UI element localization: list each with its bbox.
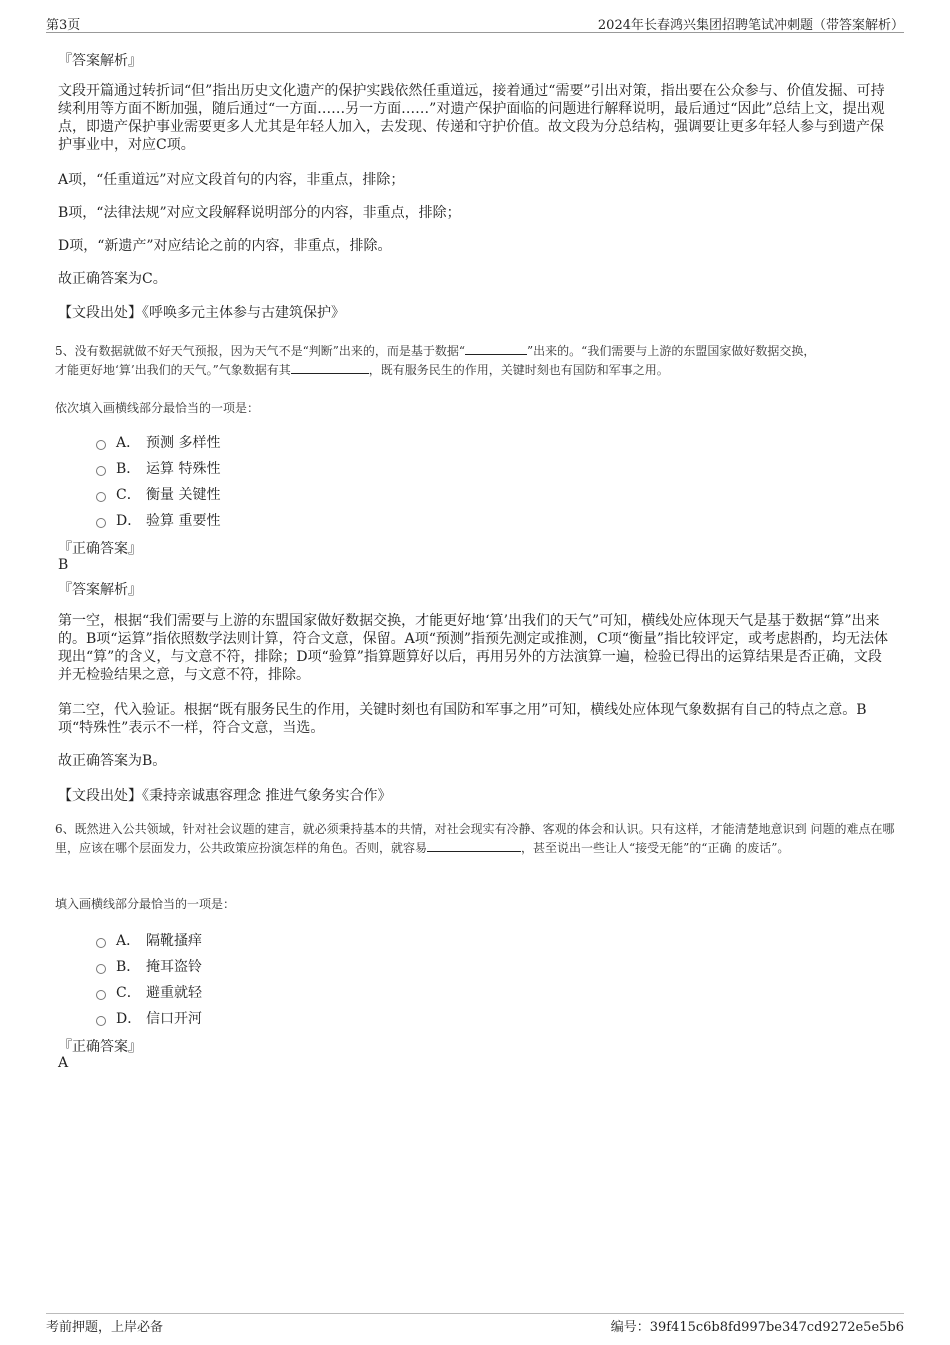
analysis-label: 『答案解析』 [58,53,142,69]
correct-answer: A [58,1055,69,1071]
radio-icon[interactable] [96,938,106,948]
radio-icon[interactable] [96,466,106,476]
radio-icon[interactable] [96,990,106,1000]
analysis-paragraph-1: 第一空，根据“我们需要与上游的东盟国家做好数据交换，才能更好地‘算’出我们的天气”可知，横线处应体现天气是基于数据“算”出来的。B项“运算”指依照数学法则计算，符合文意，保留。A项“预测”指预先测定或推测，C项“衡量”指比较评定，或考虑斟酌，均无法体现出“算”的含义，与文意不符，排除；D项“验算”指算题算好以后，再用另外的方法演算一遍，检验已得出的运算结果是否正确，文段并无检验结果之意，与文意不符，排除。 [58,613,889,683]
passage-source: 【文段出处】《秉持亲诚惠容理念 推进气象务实合作》 [58,788,392,804]
analysis-label: 『答案解析』 [58,582,142,598]
answer-conclusion: 故正确答案为C。 [58,271,167,287]
question-5-prompt: 依次填入画横线部分最恰当的一项是： [55,401,260,415]
correct-answer-label: 『正确答案』 [58,541,142,557]
page-number: 第3页 [46,18,81,33]
correct-answer-label: 『正确答案』 [58,1039,142,1055]
document-title: 2024年长春鸿兴集团招聘笔试冲刺题（带答案解析） [597,18,904,33]
analysis-paragraph-2: 第二空，代入验证。根据“既有服务民生的作用，关键时刻也有国防和军事之用”可知，横线处应体现气象数据有自己的特点之意。B项“特殊性”表示不一样，符合文意，当选。 [58,702,867,736]
q6-option-b[interactable]: B． 掩耳盗铃 [96,956,202,976]
radio-icon[interactable] [96,518,106,528]
q6-option-d[interactable]: D． 信口开河 [96,1008,202,1028]
q5-option-c[interactable]: C． 衡量 关键性 [96,484,220,504]
radio-icon[interactable] [96,492,106,502]
blank-1 [427,839,521,852]
correct-answer: B [58,557,69,573]
q5-option-a[interactable]: A． 预测 多样性 [96,432,220,452]
radio-icon[interactable] [96,1016,106,1026]
radio-icon[interactable] [96,440,106,450]
q5-option-b[interactable]: B． 运算 特殊性 [96,458,220,478]
footer-slogan: 考前押题，上岸必备 [46,1320,164,1335]
q5-option-d[interactable]: D． 验算 重要性 [96,510,220,530]
q6-option-c[interactable]: C． 避重就轻 [96,982,202,1002]
page-header [46,14,904,33]
blank-2 [291,361,369,374]
passage-source: 【文段出处】《呼唤多元主体参与古建筑保护》 [58,305,345,321]
q6-option-a[interactable]: A． 隔靴搔痒 [96,930,202,950]
analysis-option-b: B项，“法律法规”对应文段解释说明部分的内容，非重点，排除； [58,205,461,221]
blank-1 [465,342,527,355]
page-footer [46,1313,904,1334]
question-6-prompt: 填入画横线部分最恰当的一项是： [55,897,236,911]
analysis-option-d: D项，“新遗产”对应结论之前的内容，非重点，排除。 [58,238,392,254]
question-5-text: 5、没有数据就做不好天气预报，因为天气不是“判断”出来的，而是基于数据“ ”出来的。“我们需要与上游的东盟国家做好数据交换， 才能更好地‘算’出我们的天气。”气象数据有其 ，既有服务民生的作用，关键时刻也有国防和军事之用。 [55,344,816,377]
radio-icon[interactable] [96,964,106,974]
question-6-text: 6、既然进入公共领域，针对社会议题的建言，就必须秉持基本的共情，对社会现实有冷静、客观的体会和认识。只有这样，才能清楚地意识到 问题的难点在哪里，应该在哪个层面发力，公共政策应扮演怎样的角色。否则，就容易 ，甚至说出一些让人“接受无能”的“正确 的废话”。 [55,822,895,855]
analysis-option-a: A项，“任重道远”对应文段首句的内容，非重点，排除； [58,172,405,188]
answer-conclusion: 故正确答案为B。 [58,753,167,769]
analysis-paragraph: 文段开篇通过转折词“但”指出历史文化遗产的保护实践依然任重道远，接着通过“需要”引出对策，指出要在公众参与、价值发掘、可持续利用等方面不断加强，随后通过“一方面……另一方面……”对遗产保护面临的问题进行解释说明，最后通过“因此”总结上文，提出观点，即遗产保护事业需要更多人尤其是年轻人加入，去发现、传递和守护价值。故文段为分总结构，强调要让更多年轻人参与到遗产保护事业中，对应C项。 [58,83,885,153]
document-id: 编号：39f415c6b8fd997be347cd9272e5e5b6 [610,1320,904,1335]
